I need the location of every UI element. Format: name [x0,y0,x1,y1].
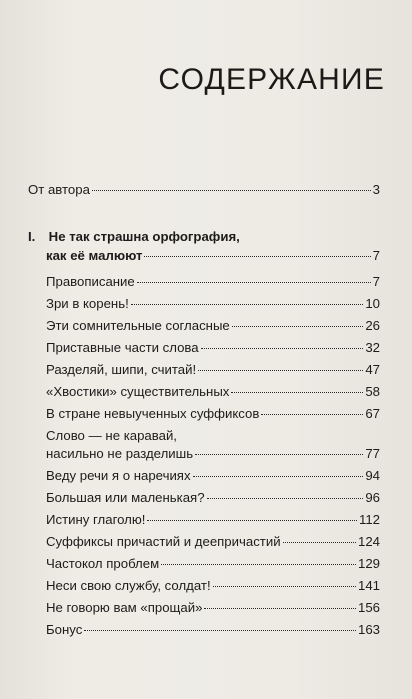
toc-entry [46,578,380,594]
leader-dots [131,304,364,305]
toc-entry [46,274,380,290]
toc-entry-label: Частокол проблем [46,556,160,571]
toc-entry [46,384,380,400]
toc-entry-label-line2: насильно не разделишь [46,446,194,461]
leader-dots [92,190,371,191]
toc-entry-page: 7 [372,274,380,289]
leader-dots [261,414,363,415]
toc-entry [46,622,380,638]
toc-entry-page: 124 [357,534,380,549]
toc-entry-label-line1: Слово — не каравай, [46,428,177,443]
leader-dots [193,476,364,477]
leader-dots [207,498,364,499]
leader-dots [283,542,356,543]
chapter-number: I. [28,229,36,244]
toc-entry-label: Большая или маленькая? [46,490,205,505]
toc-entry [46,556,380,572]
toc-entry [46,296,380,312]
toc-entry-chapter [46,248,380,264]
toc-entry-label: Разделяй, шипи, считай! [46,362,197,377]
toc-entry-page: 7 [372,248,380,263]
toc-entry-foreword [28,182,380,198]
page-title: СОДЕРЖАНИЕ [158,63,385,96]
toc-entry-label: Не говорю вам «прощай» [46,600,203,615]
chapter-title-line2: как её малюют [46,248,143,263]
toc-entry-page: 96 [365,490,380,505]
toc-entry-label: В стране невыученных суффиксов [46,406,260,421]
toc-entry-page: 77 [365,446,380,461]
leader-dots [137,282,371,283]
toc-entry-label: Зри в корень! [46,296,129,311]
toc-entry-page: 58 [365,384,380,399]
toc-entry [46,446,380,462]
toc-entry-label: Эти сомнительные согласные [46,318,230,333]
toc-entry-page: 163 [357,622,380,637]
toc-entry-page: 129 [357,556,380,571]
leader-dots [147,520,357,521]
toc-entry-label: Правописание [46,274,135,289]
toc-entry-label: Приставные части слова [46,340,199,355]
toc-entry-page: 47 [365,362,380,377]
toc-entry-page: 26 [365,318,380,333]
toc-entry-page: 3 [372,182,380,197]
leader-dots [161,564,356,565]
toc-entry [46,512,380,528]
toc-entry [46,468,380,484]
leader-dots [195,454,363,455]
toc-entry-page: 67 [365,406,380,421]
toc-entry-label: Неси свою службу, солдат! [46,578,211,593]
toc-entry-label: Истину глаголю! [46,512,146,527]
toc-entry [46,362,380,378]
toc-entry [46,534,380,550]
toc-entry-label: «Хвостики» существительных [46,384,230,399]
toc-entry-label: Бонус [46,622,83,637]
leader-dots [213,586,356,587]
toc-entry-page: 32 [365,340,380,355]
toc-entry-page: 156 [357,600,380,615]
toc-entry-label: Суффиксы причастий и деепричастий [46,534,281,549]
toc-entry [46,600,380,616]
toc-entry-label: От автора [28,182,90,197]
leader-dots [204,608,356,609]
leader-dots [84,630,356,631]
chapter-title-line1 [28,229,240,245]
leader-dots [198,370,363,371]
toc-entry-page: 112 [358,512,380,527]
toc-entry-page: 10 [365,296,380,311]
toc-entry-page: 141 [357,578,380,593]
toc-entry-page: 94 [365,468,380,483]
leader-dots [231,392,363,393]
toc-entry [46,490,380,506]
toc-entry-label: Веду речи я о наречиях [46,468,191,483]
leader-dots [144,256,370,257]
toc-entry [46,340,380,356]
leader-dots [232,326,364,327]
toc-entry [46,318,380,334]
chapter-title: Не так страшна орфография, [48,229,240,244]
leader-dots [201,348,364,349]
toc-entry [46,406,380,422]
